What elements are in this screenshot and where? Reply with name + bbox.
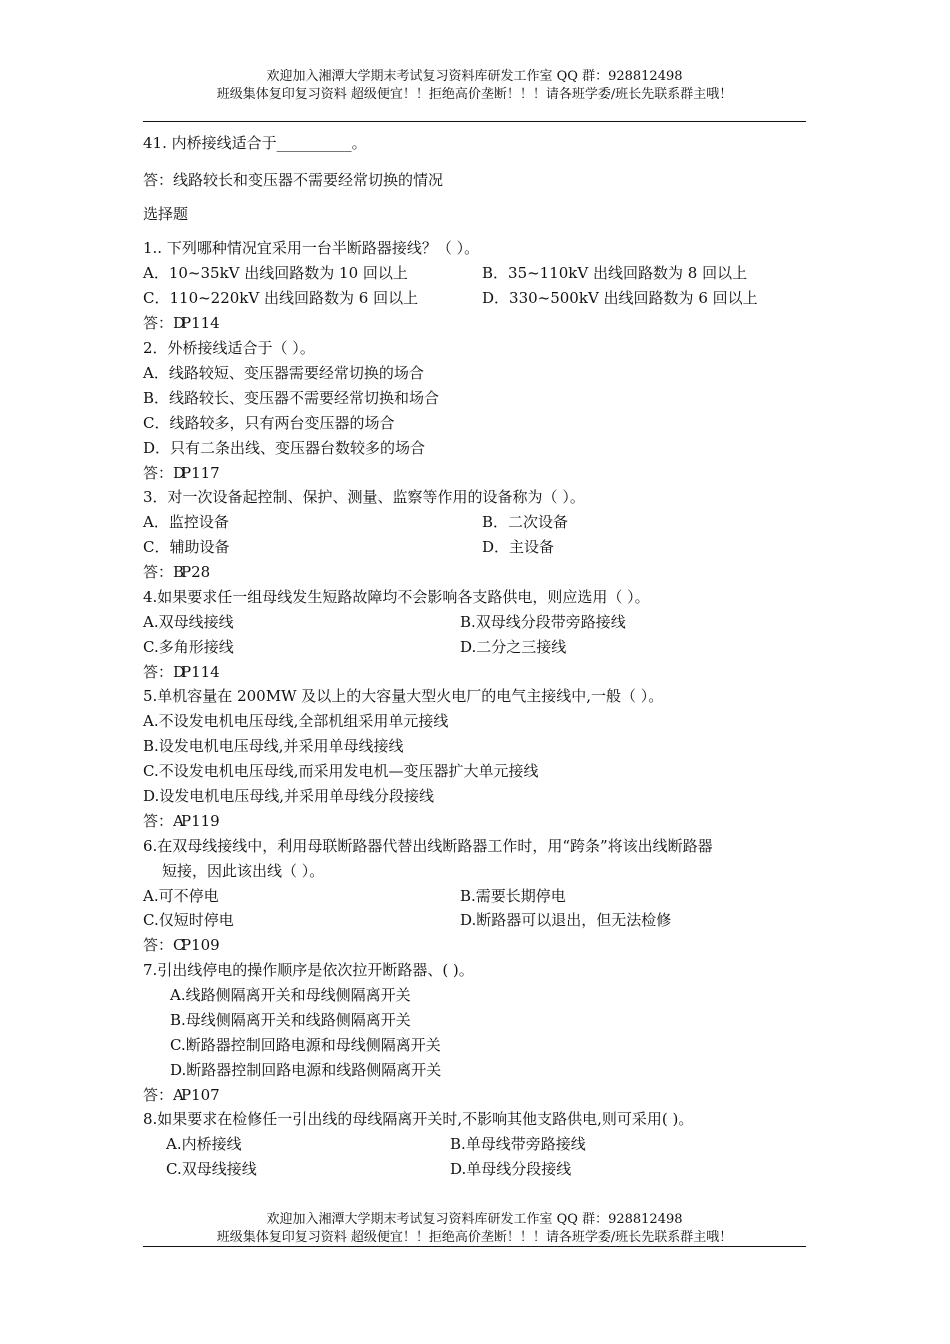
q3-option-c: C．辅助设备 <box>143 538 230 556</box>
q7-answer <box>143 1085 220 1105</box>
q1-question: 1.. 下列哪种情况宜采用一台半断路器接线？（ ）。 <box>143 239 480 257</box>
q8-option-d: D.单母线分段接线 <box>450 1160 572 1178</box>
q7-answer-letter: 答：A <box>143 1086 184 1104</box>
q6-answer <box>143 935 220 955</box>
header-line-2: 班级集体复印复习资料 超级便宜！！拒绝高价垄断！！！请各班学委/班长先联系群主哦！ <box>216 87 733 102</box>
q6-option-c: C.仅短时停电 <box>143 911 234 929</box>
q6-answer-letter: 答：C <box>143 936 185 954</box>
q3-option-d: D．主设备 <box>482 538 555 556</box>
q4-option-d: D.二分之三接线 <box>460 638 567 656</box>
q5-answer-letter: 答：A <box>143 812 184 830</box>
q2-option-a: A．线路较短、变压器需要经常切换的场合 <box>143 364 424 382</box>
q3-answer-letter: 答：B <box>143 563 185 581</box>
header-line-1: 欢迎加入湘潭大学期末考试复习资料库研发工作室 QQ 群：928812498 <box>266 69 683 84</box>
q8-option-b: B.单母线带旁路接线 <box>450 1135 586 1153</box>
q2-answer-page: P117 <box>181 464 220 482</box>
q6-option-b: B.需要长期停电 <box>460 887 566 905</box>
q5-option-d: D.设发电机电压母线,并采用单母线分段接线 <box>143 787 435 805</box>
q5-option-a: A.不设发电机电压母线,全部机组采用单元接线 <box>143 712 449 730</box>
q6-question-line-1: 6.在双母线接线中，利用母联断路器代替出线断路器工作时，用“跨条”将该出线断路器 <box>143 837 713 855</box>
q5-option-c: C.不设发电机电压母线,而采用发电机—变压器扩大单元接线 <box>143 762 539 780</box>
q6-question-line-2: 短接，因此该出线（ ）。 <box>162 862 325 880</box>
q7-option-d: D.断路器控制回路电源和线路侧隔离开关 <box>170 1061 442 1079</box>
footer-line-1: 欢迎加入湘潭大学期末考试复习资料库研发工作室 QQ 群：928812498 <box>266 1212 683 1227</box>
q1-answer <box>143 313 220 333</box>
q7-option-b: B.母线侧隔离开关和线路侧隔离开关 <box>170 1011 411 1029</box>
footer-divider <box>143 1246 806 1247</box>
q41-question: 41. 内桥接线适合于__________。 <box>143 134 367 152</box>
section-title: 选择题 <box>143 205 189 223</box>
q7-question: 7.引出线停电的操作顺序是依次拉开断路器、( )。 <box>143 961 474 979</box>
q1-answer-letter: 答：D <box>143 314 186 332</box>
q6-option-d: D.断路器可以退出，但无法检修 <box>460 911 672 929</box>
page-footer <box>143 1211 806 1247</box>
q5-answer-page: P119 <box>181 812 220 830</box>
q1-option-c: C．110~220kV 出线回路数为 6 回以上 <box>143 289 419 307</box>
q2-option-d: D．只有二条出线、变压器台数较多的场合 <box>143 439 426 457</box>
q5-question: 5.单机容量在 200MW 及以上的大容量大型火电厂的电气主接线中,一般（ ）。 <box>143 687 664 705</box>
q2-answer <box>143 463 220 483</box>
q4-option-a: A.双母线接线 <box>143 613 234 631</box>
q7-answer-page: P107 <box>181 1086 220 1104</box>
q8-option-a: A.内桥接线 <box>166 1135 242 1153</box>
footer-line-2: 班级集体复印复习资料 超级便宜！！拒绝高价垄断！！！请各班学委/班长先联系群主哦！ <box>216 1230 733 1245</box>
header-divider <box>143 121 806 122</box>
q4-option-c: C.多角形接线 <box>143 638 234 656</box>
q3-option-b: B．二次设备 <box>482 513 569 531</box>
q8-option-c: C.双母线接线 <box>166 1160 257 1178</box>
q3-answer <box>143 562 210 582</box>
q2-option-c: C．线路较多，只有两台变压器的场合 <box>143 414 395 432</box>
q7-option-a: A.线路侧隔离开关和母线侧隔离开关 <box>170 986 411 1004</box>
page-header <box>143 68 806 104</box>
q3-answer-page: P28 <box>181 563 211 581</box>
q8-question: 8.如果要求在检修任一引出线的母线隔离开关时,不影响其他支路供电,则可采用( )。 <box>143 1110 694 1128</box>
q4-answer <box>143 662 220 682</box>
q2-answer-letter: 答：D <box>143 464 186 482</box>
q4-answer-page: P114 <box>181 663 220 681</box>
q4-option-b: B.双母线分段带旁路接线 <box>460 613 626 631</box>
q41-answer: 答：线路较长和变压器不需要经常切换的情况 <box>143 171 444 189</box>
q6-answer-page: P109 <box>181 936 220 954</box>
q3-option-a: A．监控设备 <box>143 513 229 531</box>
q5-answer <box>143 811 220 831</box>
q2-question: 2．外桥接线适合于（ ）。 <box>143 339 315 357</box>
q1-option-b: B．35~110kV 出线回路数为 8 回以上 <box>482 264 748 282</box>
q1-option-d: D．330~500kV 出线回路数为 6 回以上 <box>482 289 758 307</box>
q4-answer-letter: 答：D <box>143 663 186 681</box>
q5-option-b: B.设发电机电压母线,并采用单母线接线 <box>143 737 404 755</box>
q6-option-a: A.可不停电 <box>143 887 219 905</box>
q2-option-b: B．线路较长、变压器不需要经常切换和场合 <box>143 389 440 407</box>
q7-option-c: C.断路器控制回路电源和母线侧隔离开关 <box>170 1036 441 1054</box>
q1-answer-page: P114 <box>181 314 220 332</box>
q1-option-a: A．10~35kV 出线回路数为 10 回以上 <box>143 264 408 282</box>
q3-question: 3．对一次设备起控制、保护、测量、监察等作用的设备称为（ ）。 <box>143 488 585 506</box>
q4-question: 4.如果要求任一组母线发生短路故障均不会影响各支路供电，则应选用（ ）。 <box>143 588 650 606</box>
